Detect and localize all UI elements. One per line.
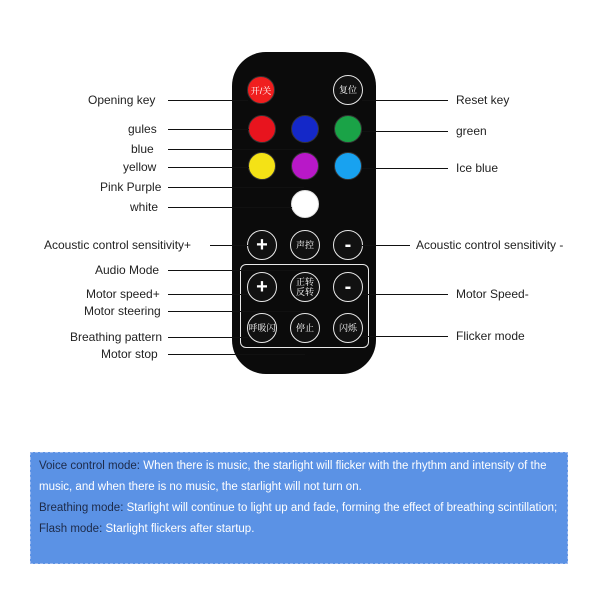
label-motor-speed-minus: Motor Speed- (456, 287, 529, 301)
red-color-button[interactable] (248, 115, 276, 143)
breathing-mode-description (39, 498, 559, 519)
stop-button[interactable] (290, 313, 320, 343)
leader-line (362, 100, 448, 101)
power-button[interactable] (247, 76, 275, 104)
leader-line (168, 100, 248, 101)
leader-line (168, 129, 249, 130)
label-yellow: yellow (123, 160, 157, 174)
purple-color-button[interactable] (291, 152, 319, 180)
leader-line (210, 245, 248, 246)
label-reset-key: Reset key (456, 93, 510, 107)
label-motor-steering: Motor steering (84, 304, 161, 318)
breathing-mode-key: Breathing mode: (39, 502, 124, 514)
breathing-flash-label: 呼吸闪 (248, 323, 276, 333)
forward-reverse-label (296, 277, 314, 297)
flash-mode-text: Starlight flickers after startup. (102, 523, 255, 535)
reverse-label: 反转 (295, 287, 314, 297)
label-motor-speed-plus: Motor speed+ (86, 287, 160, 301)
label-breathing-pattern: Breathing pattern (70, 330, 163, 344)
motor-speed-plus-button[interactable] (247, 272, 277, 302)
breathing-flash-button[interactable] (247, 313, 277, 343)
label-blue: blue (131, 142, 154, 156)
label-gules: gules (128, 122, 157, 136)
leader-line (168, 207, 292, 208)
leader-line (168, 354, 305, 355)
leader-line (362, 336, 448, 337)
leader-line (168, 337, 248, 338)
leader-line (168, 187, 304, 188)
flash-label: 闪烁 (338, 323, 357, 333)
sensitivity-plus-button[interactable] (247, 230, 277, 260)
flash-mode-key: Flash mode: (39, 523, 103, 535)
reset-button[interactable] (333, 75, 363, 105)
reset-button-label: 复位 (338, 85, 357, 95)
leader-line (362, 131, 448, 132)
sound-control-button[interactable] (290, 230, 320, 260)
leader-line (362, 168, 448, 169)
label-acoustic-minus: Acoustic control sensitivity - (416, 238, 564, 252)
yellow-color-button[interactable] (248, 152, 276, 180)
leader-line (168, 149, 304, 150)
forward-label: 正转 (295, 277, 314, 287)
leader-line (168, 167, 249, 168)
label-pink-purple: Pink Purple (100, 180, 162, 194)
label-green: green (456, 124, 487, 138)
minus-icon: - (344, 276, 352, 298)
motor-speed-minus-button[interactable] (333, 272, 363, 302)
ice-blue-color-button[interactable] (334, 152, 362, 180)
label-white: white (130, 200, 159, 214)
plus-icon: + (256, 234, 268, 256)
label-motor-stop: Motor stop (101, 347, 158, 361)
sound-control-label: 声控 (295, 240, 314, 250)
breathing-mode-text: Starlight will continue to light up and fade, forming the effect of breathing scintillation; (123, 502, 558, 514)
voice-mode-description (39, 456, 559, 498)
leader-line (168, 270, 305, 271)
leader-line (362, 245, 410, 246)
leader-line (362, 294, 448, 295)
mode-description-box (30, 452, 568, 564)
green-color-button[interactable] (334, 115, 362, 143)
flash-mode-description (39, 519, 559, 540)
label-acoustic-plus: Acoustic control sensitivity+ (44, 238, 192, 252)
label-audio-mode: Audio Mode (95, 263, 160, 277)
minus-icon: - (344, 234, 352, 256)
label-flicker-mode: Flicker mode (456, 329, 525, 343)
stop-label: 停止 (295, 323, 314, 333)
label-opening-key: Opening key (88, 93, 156, 107)
leader-line (168, 311, 305, 312)
label-ice-blue: Ice blue (456, 161, 499, 175)
leader-line (168, 294, 248, 295)
flash-button[interactable] (333, 313, 363, 343)
plus-icon: + (256, 276, 268, 298)
sensitivity-minus-button[interactable] (333, 230, 363, 260)
power-button-label: 开/关 (250, 85, 272, 96)
blue-color-button[interactable] (291, 115, 319, 143)
voice-mode-key: Voice control mode: (39, 460, 141, 472)
white-color-button[interactable] (291, 190, 319, 218)
forward-reverse-button[interactable] (290, 272, 320, 302)
voice-mode-text: When there is music, the starlight will flicker with the rhythm and intensity of the music, and when there is no music, the starlight will not turn on. (39, 460, 547, 493)
